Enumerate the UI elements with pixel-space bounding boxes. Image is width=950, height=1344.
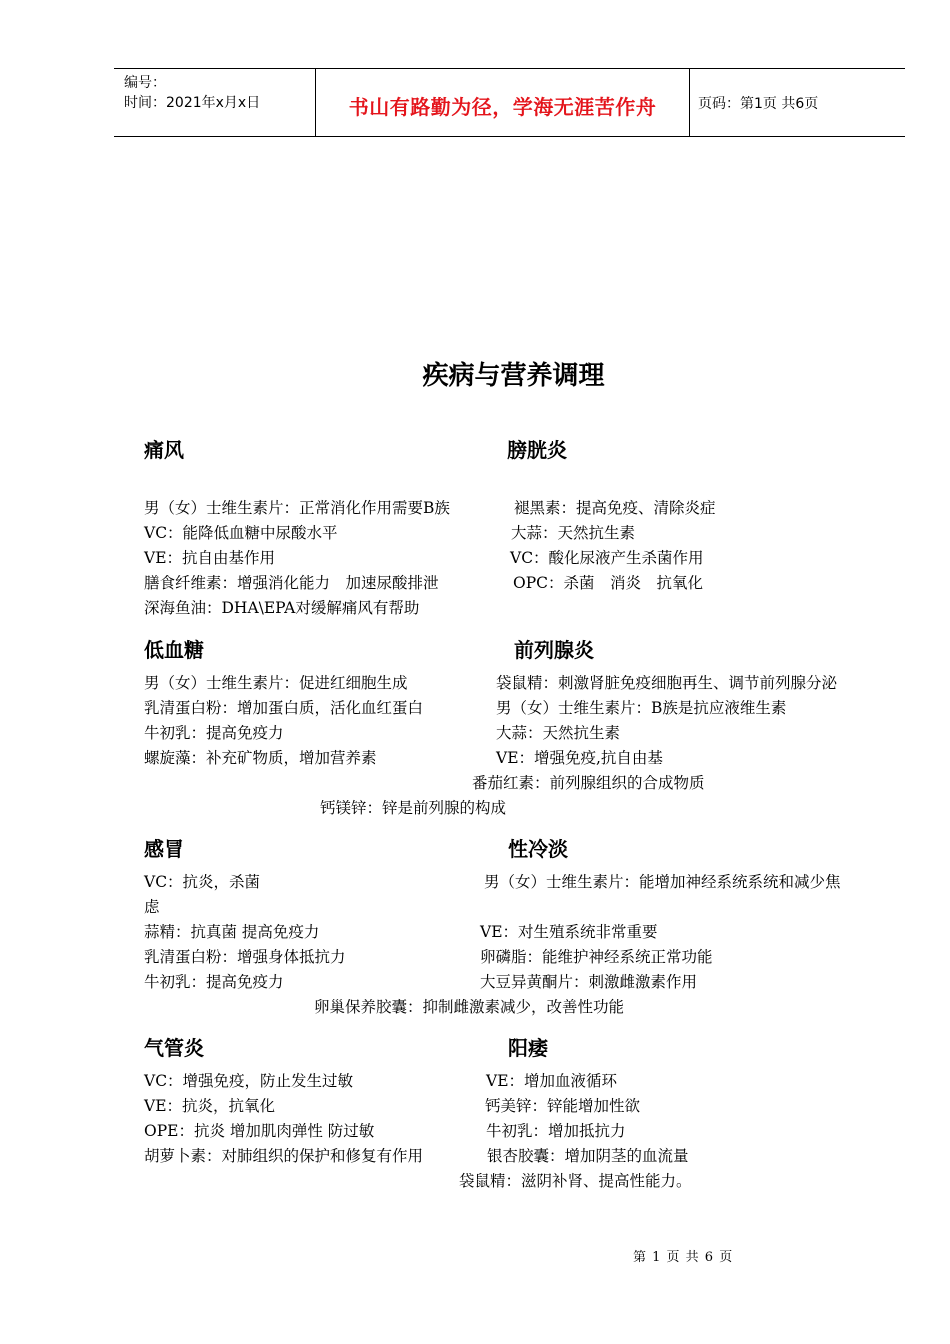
- hypoglycemia-line: 螺旋藻：补充矿物质，增加营养素: [144, 749, 377, 767]
- gout-line: 深海鱼油：DHA\EPA对缓解痛风有帮助: [144, 599, 420, 617]
- page-footer: 第 1 页 共 6 页: [633, 1250, 734, 1265]
- frigidity-line: VE：对生殖系统非常重要: [480, 923, 658, 941]
- section-heading-hypoglycemia: 低血糖: [144, 638, 204, 662]
- impotence-line: 牛初乳：增加抵抗力: [486, 1122, 626, 1140]
- time-label: 时间：2021年x月x日: [124, 95, 261, 111]
- bronchitis-line: OPE：抗炎 增加肌肉弹性 防过敏: [144, 1122, 375, 1140]
- gout-line: 男（女）士维生素片：正常消化作用需要B族: [144, 499, 450, 517]
- section-heading-gout: 痛风: [144, 438, 184, 462]
- frigidity-line: 虑: [144, 898, 160, 916]
- prostatitis-line: 袋鼠精：刺激肾脏免疫细胞再生、调节前列腺分泌: [496, 674, 838, 692]
- header-motto: 书山有路勤为径，学海无涯苦作舟: [348, 95, 657, 119]
- header-motto-cell: [316, 69, 690, 136]
- impotence-line: VE：增加血液循环: [486, 1072, 618, 1090]
- frigidity-line: 大豆异黄酮片：刺激雌激素作用: [480, 973, 698, 991]
- cystitis-line: 大蒜：天然抗生素: [511, 524, 636, 542]
- frigidity-line: 男（女）士维生素片：能增加神经系统系统和减少焦: [484, 873, 841, 891]
- prostatitis-line: 番茄红素：前列腺组织的合成物质: [472, 774, 705, 792]
- cold-line: 牛初乳：提高免疫力: [144, 973, 284, 991]
- frigidity-line: 卵磷脂：能维护神经系统正常功能: [480, 948, 713, 966]
- gout-line: 膳食纤维素：增强消化能力 加速尿酸排泄: [144, 574, 439, 592]
- section-heading-frigidity: 性冷淡: [508, 837, 568, 861]
- section-heading-bronchitis: 气管炎: [144, 1036, 204, 1060]
- impotence-line: 袋鼠精：滋阴补肾、提高性能力。: [459, 1172, 692, 1190]
- prostatitis-line: VE：增强免疫,抗自由基: [496, 749, 663, 767]
- bronchitis-line: VC：增强免疫，防止发生过敏: [144, 1072, 354, 1090]
- document-title: 疾病与营养调理: [422, 361, 605, 391]
- header-page-cell: [690, 69, 905, 136]
- hypoglycemia-line: 牛初乳：提高免疫力: [144, 724, 284, 742]
- section-heading-cystitis: 膀胱炎: [507, 438, 567, 462]
- number-label: 编号：: [124, 75, 166, 91]
- cold-line: VC：抗炎，杀菌: [144, 873, 261, 891]
- cold-line: 蒜精：抗真菌 提高免疫力: [144, 923, 320, 941]
- gout-line: VC：能降低血糖中尿酸水平: [144, 524, 338, 542]
- hypoglycemia-line: 乳清蛋白粉：增加蛋白质，活化血红蛋白: [144, 699, 424, 717]
- prostatitis-line: 大蒜：天然抗生素: [496, 724, 621, 742]
- section-heading-impotence: 阳痿: [508, 1036, 548, 1060]
- section-heading-prostatitis: 前列腺炎: [514, 638, 594, 662]
- cystitis-line: OPC：杀菌 消炎 抗氧化: [513, 574, 703, 592]
- header-meta-cell: [114, 69, 316, 136]
- impotence-line: 钙美锌：锌能增加性欲: [485, 1097, 641, 1115]
- prostatitis-line: 钙镁锌：锌是前列腺的构成: [320, 799, 507, 817]
- hypoglycemia-line: 男（女）士维生素片：促进红细胞生成: [144, 674, 408, 692]
- document-header: [114, 68, 905, 137]
- cystitis-line: 褪黑素：提高免疫、清除炎症: [514, 499, 716, 517]
- impotence-line: 银杏胶囊：增加阴茎的血流量: [487, 1147, 689, 1165]
- cold-line: 乳清蛋白粉：增强身体抵抗力: [144, 948, 346, 966]
- cystitis-line: VC：酸化尿液产生杀菌作用: [510, 549, 704, 567]
- bronchitis-line: VE：抗炎，抗氧化: [144, 1097, 276, 1115]
- prostatitis-line: 男（女）士维生素片：B族是抗应液维生素: [496, 699, 787, 717]
- header-page-info: 页码：第1页 共6页: [698, 96, 819, 112]
- gout-line: VE：抗自由基作用: [144, 549, 276, 567]
- section-heading-cold: 感冒: [144, 837, 184, 861]
- frigidity-line: 卵巢保养胶囊：抑制雌激素减少，改善性功能: [314, 998, 625, 1016]
- bronchitis-line: 胡萝卜素：对肺组织的保护和修复有作用: [144, 1147, 424, 1165]
